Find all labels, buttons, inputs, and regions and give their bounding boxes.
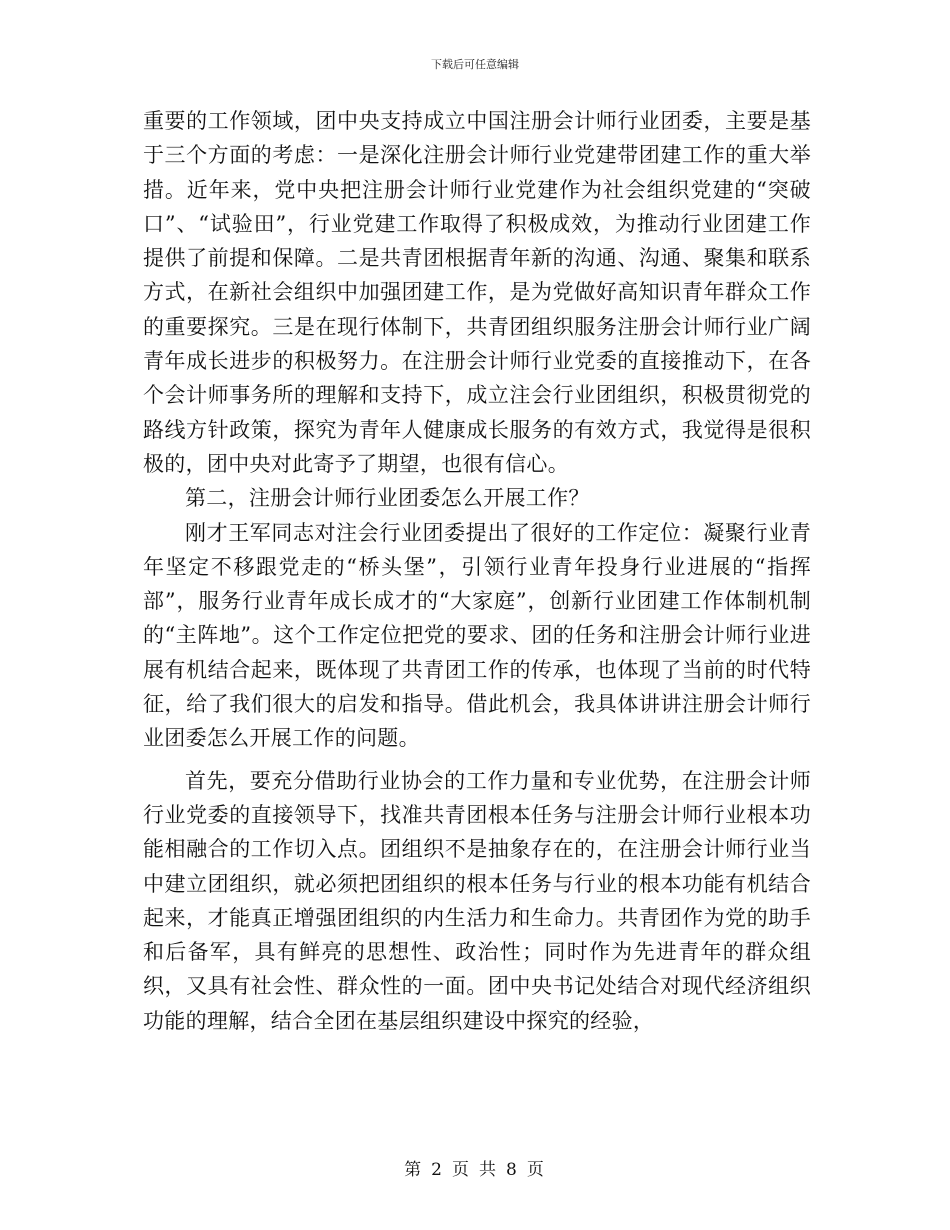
paragraph-continuation: 重要的工作领域，团中央支持成立中国注册会计师行业团委，主要是基于三个方面的考虑：一是深化注册会计师行业党建带团建工作的重大举措。近年来，党中央把注册会计师行业党建作为社会组织党建的“突破口”、“试验田”，行业党建工作取得了积极成效，为推动行业团建工作提供了前提和保障。二是共青团根据青年新的沟通、沟通、聚集和联系方式，在新社会组织中加强团建工作，是为党做好高知识青年群众工作的重要探究。三是在现行体制下，共青团组织服务注册会计师行业广阔青年成长进步的积极努力。在注册会计师行业党委的直接推动下，在各个会计师事务所的理解和支持下，成立注会行业团组织，积极贯彻党的路线方针政策，探究为青年人健康成长服务的有效方式，我觉得是很积极的，团中央对此寄予了期望，也很有信心。 [143, 109, 811, 476]
paragraph-section-heading: 第二，注册会计师行业团委怎么开展工作？ [185, 486, 590, 511]
footer-prefix: 第 [404, 1160, 424, 1180]
paragraph-first-point: 首先，要充分借助行业协会的工作力量和专业优势，在注册会计师行业党委的直接领导下，找准共青团根本任务与注册会计师行业根本功能相融合的工作切入点。团组织不是抽象存在的，在注册会计师行业当中建立团组织，就必须把团组织的根本任务与行业的根本功能有机结合起来，才能真正增强团组织的内生活力和生命力。共青团作为党的助手和后备军，具有鲜亮的思想性、政治性；同时作为先进青年的群众组织，又具有社会性、群众性的一面。团中央书记处结合对现代经济组织功能的理解，结合全团在基层组织建设中探究的经验， [143, 768, 811, 1033]
footer-total-word: 共 [479, 1160, 498, 1180]
document-body [143, 104, 811, 1038]
footer-page-unit: 页 [452, 1160, 471, 1180]
page-number-footer [0, 1155, 950, 1180]
footer-total-pages: 8 [506, 1160, 519, 1180]
footer-suffix: 页 [526, 1160, 546, 1180]
paragraph-work-positioning: 刚才王军同志对注会行业团委提出了很好的工作定位：凝聚行业青年坚定不移跟党走的“桥头堡”，引领行业青年投身行业进展的“指挥部”，服务行业青年成长成才的“大家庭”，创新行业团建工作体制机制的“主阵地”。这个工作定位把党的要求、团的任务和注册会计师行业进展有机结合起来，既体现了共青团工作的传承，也体现了当前的时代特征，给了我们很大的启发和指导。借此机会，我具体讲讲注册会计师行业团委怎么开展工作的问题。 [143, 520, 811, 751]
page-header-note: 下载后可任意编辑 [431, 58, 519, 71]
footer-current-page: 2 [431, 1160, 444, 1180]
